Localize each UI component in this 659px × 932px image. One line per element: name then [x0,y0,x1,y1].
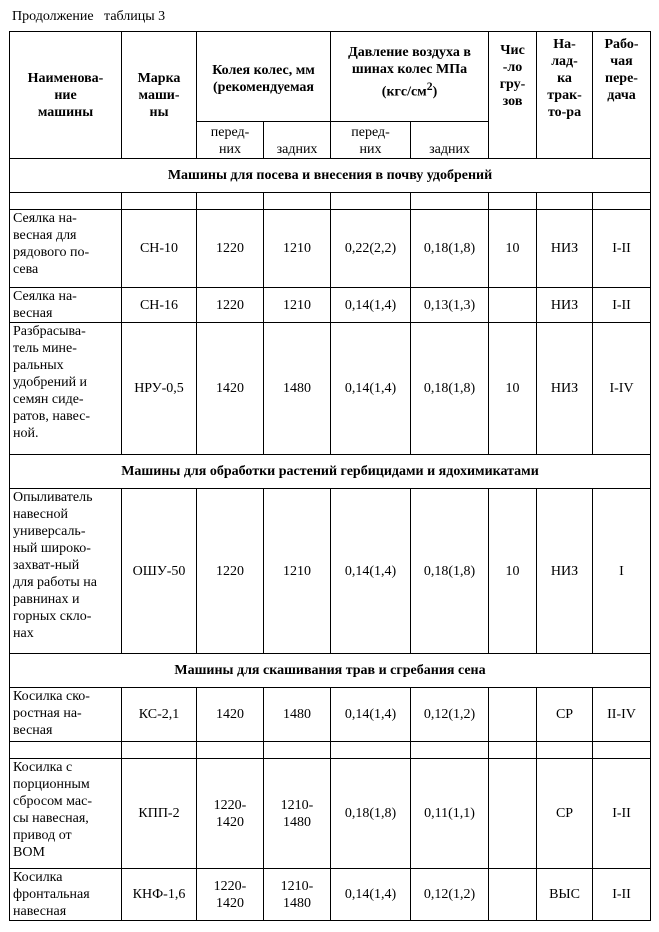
cell-front: 1220 [197,210,264,288]
spacer-cell [537,742,593,759]
header-pressure: Давление воздуха в шинах колес МПа $(кгс/см^2)$ [331,32,489,122]
spacer-cell [489,193,537,210]
cell-front: 1420 [197,688,264,742]
cell-weights: 10 [489,489,537,654]
header-gear: Рабо- чая пере- дача [593,32,651,159]
cell-front-p: 0,14(1,4) [331,688,411,742]
table-row [10,323,651,455]
cell-setup: НИЗ [537,288,593,323]
cell-setup: НИЗ [537,489,593,654]
cell-brand: КНФ-1,6 [122,869,197,921]
cell-gear: I-II [593,869,651,921]
table-row [10,869,651,921]
spacer-cell [489,742,537,759]
cell-gear: I-II [593,759,651,869]
spacer-cell [264,742,331,759]
cell-rear: 1210 [264,489,331,654]
cell-name: Сеялка на- весная [10,288,122,323]
cell-rear-p: 0,18(1,8) [411,210,489,288]
cell-weights [489,688,537,742]
header-rear-pressure: задних [411,122,489,159]
cell-front: 1220- 1420 [197,869,264,921]
cell-rear-p: 0,18(1,8) [411,489,489,654]
cell-gear: II-IV [593,688,651,742]
cell-rear-p: 0,12(1,2) [411,869,489,921]
section-row [10,455,651,489]
cell-name: Косилка фронтальная навесная [10,869,122,921]
cell-setup: НИЗ [537,323,593,455]
cell-name: Косилка ско- ростная на- весная [10,688,122,742]
spacer-cell [411,193,489,210]
cell-front-p: 0,22(2,2) [331,210,411,288]
spacer-cell [10,742,122,759]
spacer-cell [537,193,593,210]
spacer-cell [122,742,197,759]
table-row [10,759,651,869]
cell-rear: 1480 [264,688,331,742]
cell-rear-p: 0,18(1,8) [411,323,489,455]
cell-rear: 1210- 1480 [264,869,331,921]
cell-front: 1220 [197,489,264,654]
spacer-row [10,193,651,210]
cell-gear: I-IV [593,323,651,455]
cell-front-p: 0,18(1,8) [331,759,411,869]
cell-brand: КПП-2 [122,759,197,869]
cell-front-p: 0,14(1,4) [331,489,411,654]
spacer-cell [593,742,651,759]
section-title: Машины для обработки растений гербицидами и ядохимикатами [10,455,651,489]
spacer-cell [197,742,264,759]
spacer-cell [122,193,197,210]
table-row [10,288,651,323]
cell-rear: 1210 [264,288,331,323]
cell-name: Опыливатель навесной универсаль- ный широко- захват-ный для работы на равнинах и горных скло- нах [10,489,122,654]
cell-brand: СН-16 [122,288,197,323]
section-row [10,654,651,688]
cell-rear: 1210- 1480 [264,759,331,869]
spacer-cell [331,742,411,759]
cell-name: Косилка с порционным сбросом мас- сы навесная, привод от ВОМ [10,759,122,869]
cell-weights: 10 [489,210,537,288]
cell-gear: I-II [593,288,651,323]
cell-brand: НРУ-0,5 [122,323,197,455]
spacer-cell [264,193,331,210]
cell-brand: КС-2,1 [122,688,197,742]
cell-rear: 1480 [264,323,331,455]
cell-brand: СН-10 [122,210,197,288]
section-title: Машины для скашивания трав и сгребания сена [10,654,651,688]
header-brand: Марка маши- ны [122,32,197,159]
cell-front: 1220- 1420 [197,759,264,869]
cell-front: 1220 [197,288,264,323]
cell-weights [489,869,537,921]
cell-name: Разбрасыва- тель мине- ральных удобрений и семян сиде- ратов, навес- ной. [10,323,122,455]
cell-rear: 1210 [264,210,331,288]
cell-weights: 10 [489,323,537,455]
header-weights: Чис -ло гру- зов [489,32,537,159]
cell-rear-p: 0,12(1,2) [411,688,489,742]
cell-setup: НИЗ [537,210,593,288]
cell-front-p: 0,14(1,4) [331,288,411,323]
cell-setup: СР [537,688,593,742]
cell-front: 1420 [197,323,264,455]
cell-name: Сеялка на- весная для рядового по- сева [10,210,122,288]
cell-weights [489,288,537,323]
header-name: Наименова- ние машины [10,32,122,159]
spacer-cell [593,193,651,210]
cell-rear-p: 0,13(1,3) [411,288,489,323]
spacer-cell [411,742,489,759]
machines-table [9,31,651,921]
table-caption: Продолжение таблицы 3 [12,9,166,24]
spacer-cell [10,193,122,210]
cell-rear-p: 0,11(1,1) [411,759,489,869]
header-track: Колея колес, мм (рекомендуемая [197,32,331,122]
spacer-cell [197,193,264,210]
table-row [10,489,651,654]
section-title: Машины для посева и внесения в почву удобрений [10,159,651,193]
cell-setup: ВЫС [537,869,593,921]
header-rear-track: задних [264,122,331,159]
section-row [10,159,651,193]
header-front-track: перед- них [197,122,264,159]
cell-brand: ОШУ-50 [122,489,197,654]
header-front-pressure: перед- них [331,122,411,159]
cell-gear: I-II [593,210,651,288]
cell-weights [489,759,537,869]
cell-setup: СР [537,759,593,869]
table-row [10,210,651,288]
spacer-row [10,742,651,759]
cell-front-p: 0,14(1,4) [331,869,411,921]
cell-gear: I [593,489,651,654]
table-row [10,688,651,742]
header-row [10,32,651,122]
cell-front-p: 0,14(1,4) [331,323,411,455]
header-setup: На- лад- ка трак- то-ра [537,32,593,159]
spacer-cell [331,193,411,210]
